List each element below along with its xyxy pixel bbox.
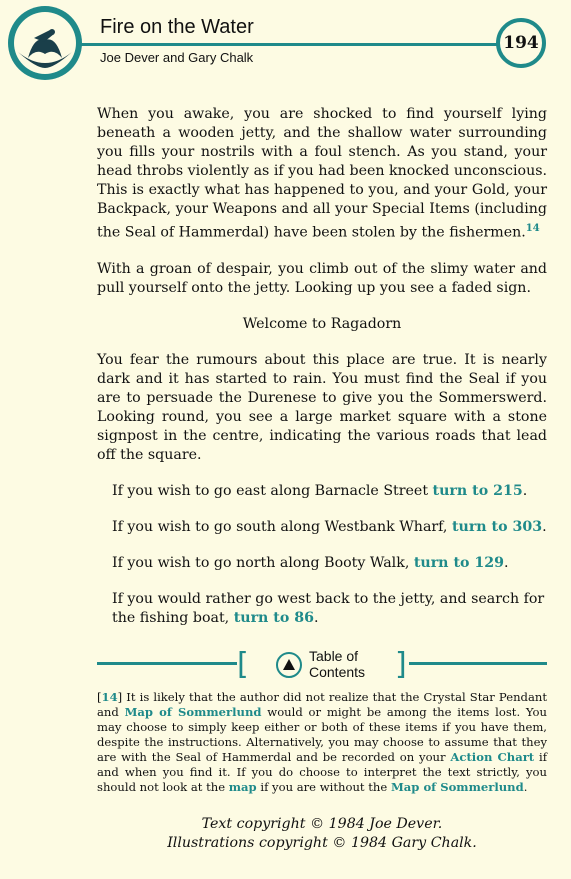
navigation-bar	[97, 645, 547, 685]
footnote-text: would or might be among the items lost. You may choose to simply keep either or both of these items if you have them, despite the instructions. Alternatively, you may choose to assume that they are with the Seal of Hammerdal and be recorded on your	[97, 705, 547, 764]
map-of-sommerlund-link-2[interactable]: Map of Sommerlund	[390, 780, 524, 794]
action-chart-link[interactable]: Action Chart	[450, 750, 535, 764]
book-authors: Joe Dever and Gary Chalk	[100, 50, 254, 65]
footnote-text: if and when you find it. If you do choose to interpret the text strictly, you should not look at the	[97, 750, 547, 794]
header-rule	[80, 43, 500, 46]
choice-text: If you wish to go south along Westbank Wharf,	[112, 518, 452, 535]
table-of-contents-link[interactable]	[309, 648, 379, 680]
book-logo-icon	[8, 6, 82, 80]
choice-west	[112, 590, 547, 628]
table-of-contents-icon[interactable]	[276, 652, 302, 678]
choice-east	[112, 482, 547, 501]
nav-rule-left	[97, 662, 237, 665]
choice-end: .	[522, 482, 528, 499]
nav-rule-right	[409, 662, 547, 665]
choice-north	[112, 554, 547, 573]
footnote-ref-link[interactable]: 14	[525, 223, 540, 234]
choice-text: If you wish to go north along Booty Walk,	[112, 554, 414, 571]
copyright-notice	[97, 815, 547, 853]
toc-label-line1: Table of	[309, 648, 359, 664]
toc-label-line2: Contents	[309, 664, 366, 680]
map-link[interactable]: map	[228, 780, 257, 794]
turn-to-215-link[interactable]: turn to 215	[432, 482, 523, 499]
book-title: Fire on the Water	[100, 16, 254, 38]
choice-text: If you wish to go east along Barnacle Street	[112, 482, 433, 499]
nav-bracket-right: ]	[395, 647, 407, 682]
turn-to-303-link[interactable]: turn to 303	[451, 518, 543, 535]
copyright-text: Text copyright © 1984 Joe Dever.	[201, 816, 443, 832]
nav-bracket-left: [	[237, 647, 249, 682]
footnote-text: .	[523, 780, 528, 794]
phoenix-emblem-icon	[14, 12, 76, 74]
paragraph-1-text: When you awake, you are shocked to find yourself lying beneath a wooden jetty, and the shallow water surrounding you fills your nostrils with a foul stench. As you stand, your head throbs violently as if you had been knocked unconscious. This is exactly what has happened to you, and your Gold, your Backpack, your Weapons and all your Special Items (including the Seal of Hammerdal) have been stolen by the fishermen.	[97, 106, 547, 241]
footnote-text: if you are without the	[256, 780, 391, 794]
up-arrow-icon	[282, 658, 296, 672]
choice-end: .	[314, 609, 319, 626]
paragraph-3: You fear the rumours about this place are true. It is nearly dark and it has started to rain. You must find the Seal if you are to persuade the Durenese to give you the Sommerswerd. Looking round, you see a large market square with a stone signpost in the centre, indicating the various roads that lead off the square.	[97, 351, 547, 463]
copyright-illustrations: Illustrations copyright © 1984 Gary Chalk.	[167, 835, 477, 851]
paragraph-1	[97, 105, 547, 243]
turn-to-129-link[interactable]: turn to 129	[413, 554, 505, 571]
paragraph-2: With a groan of despair, you climb out of the slimy water and pull yourself onto the jetty. Looking up you see a faded sign.	[97, 260, 547, 296]
map-of-sommerlund-link[interactable]: Map of Sommerlund	[124, 705, 262, 719]
choice-end: .	[542, 518, 547, 535]
footnote: [14] It is likely that the author did not realize that the Crystal Star Pendant and Map of Sommerlund would or might be among the items lost. You may choose to simply keep either or both of these items if you have them, despite the instructions. Alternatively, you may choose to assume that they are with the Seal of Hammerdal and be recorded on your Action Chart if and when you find it. If you do choose to interpret the text strictly, you should not look at the map if you are without the Map of Sommerlund.	[97, 690, 547, 794]
choice-south	[112, 518, 547, 537]
footnote-text: It is likely that the author did not realize that the Crystal Star Pendant and	[97, 690, 547, 719]
footnote-number-link[interactable]: 14	[101, 690, 118, 704]
turn-to-86-link[interactable]: turn to 86	[233, 609, 314, 626]
section-number-badge: 194	[496, 18, 546, 68]
choice-end: .	[504, 554, 509, 571]
sign-text: Welcome to Ragadorn	[242, 315, 402, 332]
choice-text: If you would rather go west back to the jetty, and search for the fishing boat,	[112, 590, 545, 626]
section-body	[97, 105, 547, 645]
